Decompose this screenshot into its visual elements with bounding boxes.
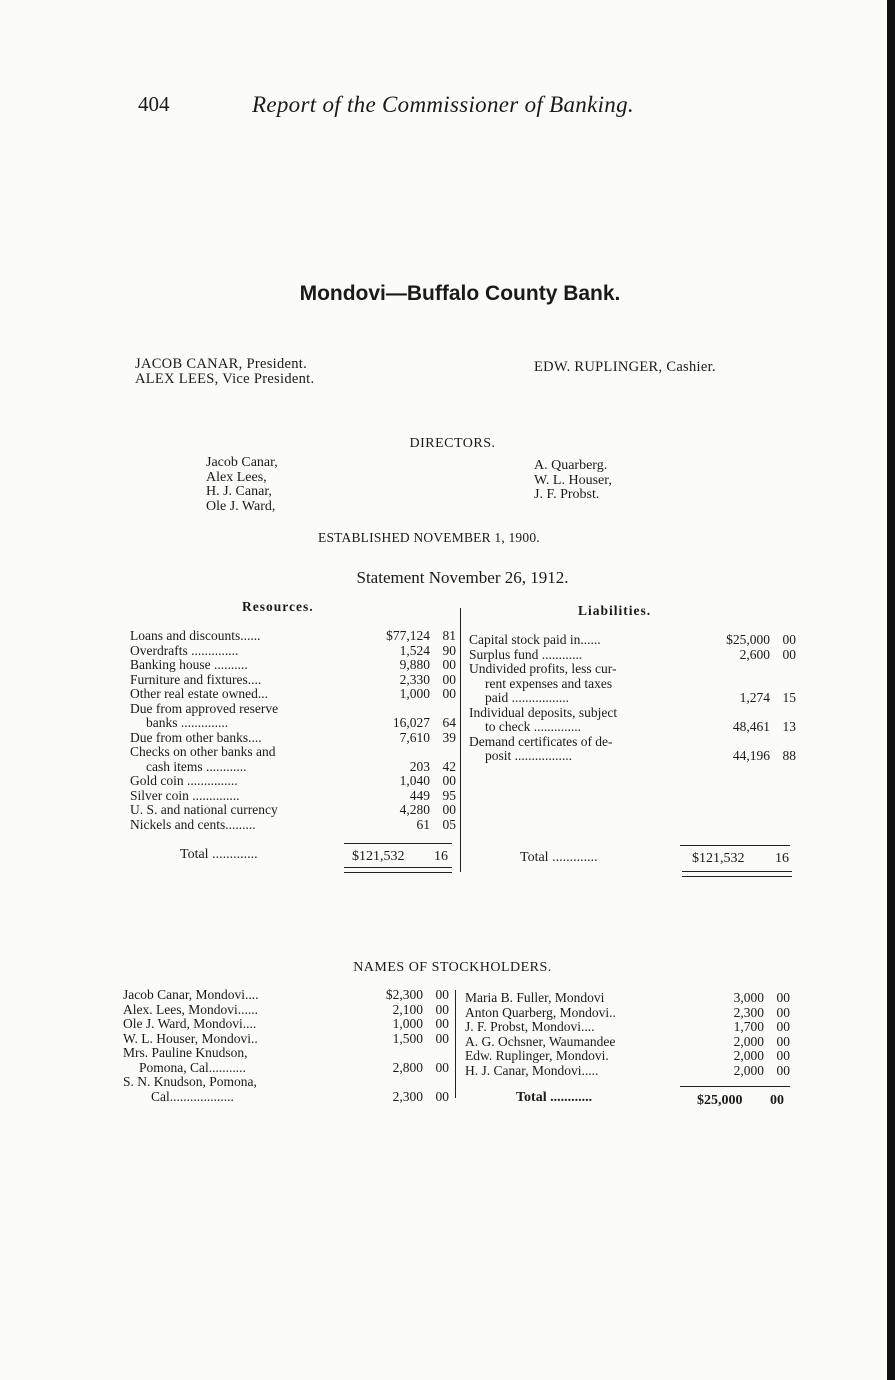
ledger-row: [130, 716, 456, 731]
row-cents: 00: [776, 990, 790, 1005]
ledger-row: [123, 1003, 449, 1018]
row-dollars: 16,027: [392, 715, 430, 730]
stockholders-total-label: Total ............: [516, 1090, 593, 1105]
row-label: Maria B. Fuller, Mondovi: [465, 990, 605, 1005]
director: H. J. Canar,: [206, 484, 272, 499]
resources-double-rule: [344, 867, 452, 873]
row-dollars: [359, 745, 436, 760]
row-cents: [436, 702, 456, 717]
row-label: Anton Quarberg, Mondovi..: [465, 1004, 616, 1020]
director: J. F. Probst.: [534, 487, 600, 502]
ledger-row: [469, 662, 796, 677]
ledger-row: [130, 803, 456, 818]
row-label: Surplus fund ............: [469, 646, 583, 662]
row-cents: 00: [442, 773, 456, 788]
running-title: Report of the Commissioner of Banking.: [252, 92, 634, 117]
row-dollars: 2,300: [392, 1088, 423, 1104]
stockholders-left-table: [123, 988, 449, 1104]
resources-total-cents: 16: [434, 849, 448, 864]
row-cents: 90: [442, 642, 456, 658]
row-dollars: 2,330: [399, 671, 430, 687]
row-dollars: $2,300: [385, 987, 423, 1002]
row-label: J. F. Probst, Mondovi....: [465, 1019, 595, 1034]
row-cents: 42: [442, 758, 456, 774]
ledger-row: [123, 988, 449, 1003]
row-label: Other real estate owned...: [130, 686, 268, 701]
row-label: banks ..............: [146, 715, 229, 730]
ledger-row: [130, 687, 456, 702]
resources-heading: Resources.: [242, 599, 314, 614]
row-dollars: 2,300: [733, 1004, 764, 1020]
row-cents: 00: [435, 987, 449, 1002]
vice-president: ALEX LEES, Vice President.: [135, 371, 315, 387]
director: A. Quarberg.: [534, 458, 608, 473]
liabilities-total-rule: [680, 845, 790, 846]
row-label: Furniture and fixtures....: [130, 671, 262, 687]
row-label: Cal...................: [151, 1088, 234, 1104]
row-label: A. G. Ochsner, Waumandee: [465, 1033, 616, 1049]
row-label: Banking house ..........: [130, 657, 248, 672]
row-cents: 00: [435, 1030, 449, 1046]
row-label: Loans and discounts......: [130, 628, 261, 643]
row-cents: 00: [776, 1033, 790, 1049]
row-cents: [436, 745, 456, 760]
row-label: Demand certificates of de-: [469, 733, 613, 749]
directors-right: [534, 459, 612, 503]
established-date: ESTABLISHED NOVEMBER 1, 1900.: [318, 530, 540, 545]
ledger-row: [130, 760, 456, 775]
stockholders-total-cents: 00: [770, 1093, 784, 1108]
directors-left: [206, 456, 278, 514]
row-cents: 00: [442, 657, 456, 672]
row-label: Due from other banks....: [130, 729, 262, 745]
row-label: Pomona, Cal...........: [139, 1059, 246, 1075]
stockholders-divider: [455, 990, 456, 1098]
row-cents: 00: [442, 686, 456, 701]
row-label: S. N. Knudson, Pomona,: [123, 1074, 257, 1089]
ledger-row: [130, 789, 456, 804]
row-dollars: [699, 735, 776, 750]
row-dollars: 1,000: [399, 686, 430, 701]
row-cents: 15: [782, 690, 796, 705]
ledger-row: [469, 735, 796, 750]
ledger-row: [123, 1032, 449, 1047]
row-dollars: 449: [409, 787, 430, 803]
row-cents: 05: [442, 816, 456, 832]
row-dollars: 2,100: [392, 1001, 423, 1017]
row-cents: [776, 706, 796, 721]
row-dollars: 2,600: [739, 646, 770, 662]
row-label: Undivided profits, less cur-: [469, 661, 617, 676]
row-dollars: [699, 662, 776, 677]
row-dollars: [355, 1046, 429, 1061]
row-label: Due from approved reserve: [130, 700, 279, 716]
ledger-row: [130, 658, 456, 673]
row-dollars: 48,461: [732, 719, 770, 734]
row-dollars: 2,800: [392, 1059, 423, 1075]
row-cents: 00: [776, 1048, 790, 1063]
directors-heading: DIRECTORS.: [409, 436, 496, 451]
ledger-row: [130, 644, 456, 659]
liabilities-table: [469, 633, 796, 764]
row-dollars: 1,700: [733, 1019, 764, 1034]
resources-table: [130, 629, 456, 832]
row-label: Silver coin ..............: [130, 787, 240, 803]
ledger-row: [469, 677, 796, 692]
row-cents: 00: [435, 1016, 449, 1031]
row-cents: 00: [435, 1001, 449, 1017]
ledger-row: [465, 1049, 790, 1064]
director: W. L. Houser,: [534, 472, 612, 488]
ledger-row: [469, 749, 796, 764]
row-dollars: [699, 677, 776, 692]
stockholders-total-dollars: $25,000: [697, 1093, 743, 1108]
row-cents: 00: [782, 646, 796, 662]
row-cents: 00: [782, 632, 796, 647]
row-label: paid .................: [485, 690, 569, 705]
row-label: posit .................: [485, 748, 573, 763]
row-label: Gold coin ...............: [130, 773, 238, 788]
ledger-row: [130, 629, 456, 644]
ledger-row: [130, 673, 456, 688]
page-edge: [887, 0, 895, 1380]
ledger-row: [123, 1017, 449, 1032]
ledger-row: [469, 633, 796, 648]
liabilities-total-cents: 16: [775, 851, 789, 866]
ledger-row: [130, 702, 456, 717]
row-dollars: 3,000: [733, 990, 764, 1005]
row-dollars: 2,000: [733, 1062, 764, 1078]
bank-name: Mondovi—Buffalo County Bank.: [299, 282, 621, 305]
ledger-row: [469, 720, 796, 735]
row-cents: [776, 662, 796, 677]
row-cents: 00: [776, 1004, 790, 1020]
row-cents: 00: [442, 802, 456, 817]
resources-total-rule: [344, 843, 452, 844]
statement-title: Statement November 26, 1912.: [356, 568, 569, 587]
row-label: Nickels and cents.........: [130, 816, 256, 832]
row-dollars: 1,000: [392, 1016, 423, 1031]
row-cents: 13: [782, 719, 796, 734]
row-label: Mrs. Pauline Knudson,: [123, 1045, 248, 1060]
liabilities-total-dollars: $121,532: [692, 851, 745, 866]
row-label: rent expenses and taxes: [485, 675, 613, 691]
row-label: to check ..............: [485, 719, 581, 734]
row-dollars: 2,000: [733, 1033, 764, 1049]
row-label: Capital stock paid in......: [469, 632, 601, 647]
row-dollars: [359, 702, 436, 717]
row-dollars: 61: [416, 816, 430, 832]
row-label: Jacob Canar, Mondovi....: [123, 987, 259, 1002]
director: Ole J. Ward,: [206, 498, 276, 514]
liabilities-double-rule: [682, 871, 792, 877]
row-cents: 00: [442, 671, 456, 687]
row-label: Overdrafts ..............: [130, 642, 239, 658]
row-label: H. J. Canar, Mondovi.....: [465, 1062, 599, 1078]
row-cents: 00: [776, 1019, 790, 1034]
ledger-row: [465, 991, 790, 1006]
row-cents: 88: [782, 748, 796, 763]
row-label: Checks on other banks and: [130, 744, 276, 759]
row-dollars: [699, 706, 776, 721]
ledger-row: [469, 706, 796, 721]
ledger-row: [123, 1046, 449, 1061]
stockholders-heading: NAMES OF STOCKHOLDERS.: [353, 960, 552, 975]
row-label: W. L. Houser, Mondovi..: [123, 1030, 258, 1046]
ledger-row: [130, 818, 456, 833]
row-cents: 00: [435, 1059, 449, 1075]
row-dollars: 7,610: [399, 729, 430, 745]
ledger-row: [123, 1090, 449, 1105]
row-dollars: $77,124: [386, 628, 430, 643]
row-cents: [429, 1046, 449, 1061]
ledger-row: [123, 1075, 449, 1090]
resources-total-dollars: $121,532: [352, 849, 405, 864]
row-label: cash items ............: [146, 758, 247, 774]
ledger-row: [130, 731, 456, 746]
resources-total-label: Total .............: [180, 847, 258, 862]
row-cents: [776, 677, 796, 692]
row-label: Edw. Ruplinger, Mondovi.: [465, 1048, 609, 1063]
row-label: Individual deposits, subject: [469, 704, 618, 720]
ledger-row: [469, 648, 796, 663]
ledger-row: [123, 1061, 449, 1076]
row-cents: 64: [442, 715, 456, 730]
row-dollars: 4,280: [399, 802, 430, 817]
row-dollars: 44,196: [732, 748, 770, 763]
stockholders-right-table: [465, 991, 790, 1078]
ledger-row: [465, 1035, 790, 1050]
cashier: EDW. RUPLINGER, Cashier.: [534, 359, 716, 375]
president: JACOB CANAR, President.: [135, 356, 308, 372]
row-label: U. S. and national currency: [130, 802, 278, 817]
row-cents: 81: [442, 628, 456, 643]
ledger-row: [465, 1006, 790, 1021]
row-cents: [429, 1075, 449, 1090]
row-label: Ole J. Ward, Mondovi....: [123, 1016, 257, 1031]
row-label: Alex. Lees, Mondovi......: [123, 1001, 258, 1017]
row-dollars: 1,524: [399, 642, 430, 658]
director: Alex Lees,: [206, 469, 267, 485]
row-cents: 00: [435, 1088, 449, 1104]
ledger-row: [130, 774, 456, 789]
row-dollars: 203: [409, 758, 430, 774]
director: Jacob Canar,: [206, 455, 278, 470]
ledger-row: [469, 691, 796, 706]
row-dollars: $25,000: [726, 632, 770, 647]
liabilities-heading: Liabilities.: [578, 603, 652, 618]
row-dollars: 1,274: [739, 690, 770, 705]
stockholders-total-rule: [680, 1086, 790, 1087]
liabilities-total-label: Total .............: [520, 850, 598, 865]
row-cents: 00: [776, 1062, 790, 1078]
row-dollars: 1,500: [392, 1030, 423, 1046]
ledger-row: [130, 745, 456, 760]
row-dollars: 9,880: [399, 657, 430, 672]
ledger-row: [465, 1064, 790, 1079]
row-cents: 95: [442, 787, 456, 803]
row-dollars: 2,000: [733, 1048, 764, 1063]
row-cents: [776, 735, 796, 750]
row-dollars: [355, 1075, 429, 1090]
column-divider: [460, 608, 461, 872]
row-dollars: 1,040: [399, 773, 430, 788]
row-cents: 39: [442, 729, 456, 745]
ledger-row: [465, 1020, 790, 1035]
page-number: 404: [138, 92, 170, 116]
